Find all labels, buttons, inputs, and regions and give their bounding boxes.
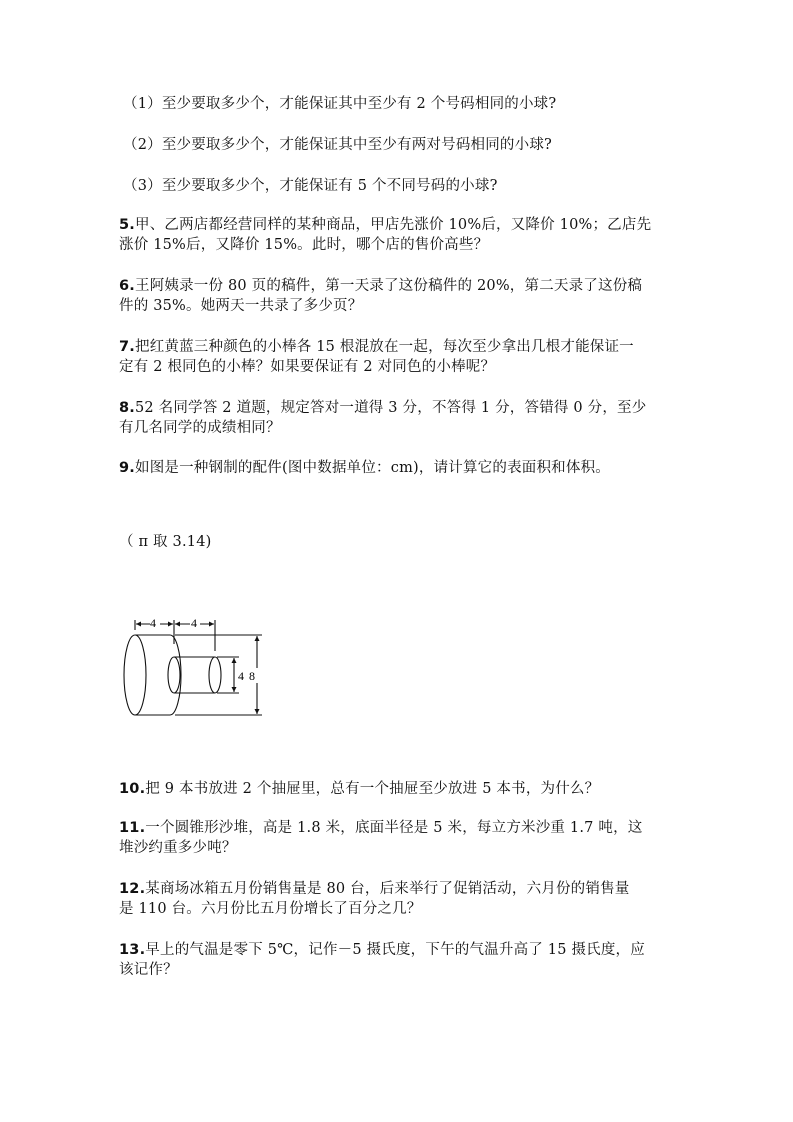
question-number: 5. [119,217,135,233]
question-number: 10. [119,781,146,797]
question-number: 9. [119,460,135,476]
subquestion-3: （3）至少要取多少个，才能保证有 5 个不同号码的小球? [123,178,498,194]
figure-label-right: 4 [191,616,197,630]
big-cylinder-right-arc [170,635,181,715]
question-text: 把 9 本书放进 2 个抽屉里，总有一个抽屉至少放进 5 本书，为什么？ [145,781,600,797]
figure-label-outer: 8 [249,669,255,683]
question-12-line-2: 是 110 台。六月份比五月份增长了百分之几？ [119,901,422,917]
question-number: 12. [119,881,146,897]
question-5-line-1 [119,215,679,235]
question-11-line-1 [119,818,679,838]
question-11-line-2: 堆沙约重多少吨？ [119,840,237,856]
question-text: 一个圆锥形沙堆，高是 1.8 米，底面半径是 5 米，每立方米沙重 1.7 吨，这 [145,820,643,836]
figure-label-inner: 4 [238,669,244,683]
question-text: 如图是一种钢制的配件(图中数据单位：cm)，请计算它的表面积和体积。 [135,460,610,476]
question-10-line-1 [119,779,679,799]
question-number: 13. [119,942,146,958]
question-text: 52 名同学答 2 道题，规定答对一道得 3 分，不答得 1 分，答错得 0 分，至少 [135,400,647,416]
big-cylinder-left-face [124,635,146,715]
question-6-line-1 [119,276,679,296]
question-text: 某商场冰箱五月份销售量是 80 台，后来举行了促销活动，六月份的销售量 [145,881,630,897]
pi-note: （ π 取 3.14) [119,534,212,550]
question-13-line-2: 该记作？ [119,962,178,978]
question-6-line-2: 件的 35%。她两天一共录了多少页？ [119,298,363,314]
question-8-line-1 [119,398,679,418]
subquestion-1: （1）至少要取多少个，才能保证其中至少有 2 个号码相同的小球? [123,96,557,112]
question-5-line-2: 涨价 15%后，又降价 15%。此时，哪个店的售价高些？ [119,237,489,253]
question-text: 王阿姨录一份 80 页的稿件，第一天录了这份稿件的 20%，第二天录了这份稿 [135,278,643,294]
question-number: 11. [119,820,146,836]
question-text: 甲、乙两店都经营同样的某种商品，甲店先涨价 10%后，又降价 10%；乙店先 [135,217,652,233]
question-7-line-1 [119,337,679,357]
question-9-line-1 [119,458,679,478]
question-number: 8. [119,400,135,416]
question-number: 6. [119,278,135,294]
question-text: 早上的气温是零下 5℃，记作－5 摄氏度，下午的气温升高了 15 摄氏度，应 [145,942,645,958]
cylinder-part-figure [117,600,277,725]
question-12-line-1 [119,879,679,899]
question-number: 7. [119,339,135,355]
small-cylinder-left-face [168,657,180,693]
question-13-line-1 [119,940,679,960]
question-8-line-2: 有几名同学的成绩相同？ [119,420,281,436]
question-7-line-2: 定有 2 根同色的小棒？如果要保证有 2 对同色的小棒呢？ [119,359,496,375]
small-cylinder-right-face [209,657,221,693]
figure-label-left: 4 [150,616,156,630]
question-text: 把红黄蓝三种颜色的小棒各 15 根混放在一起，每次至少拿出几根才能保证一 [135,339,634,355]
subquestion-2: （2）至少要取多少个，才能保证其中至少有两对号码相同的小球? [123,137,552,153]
